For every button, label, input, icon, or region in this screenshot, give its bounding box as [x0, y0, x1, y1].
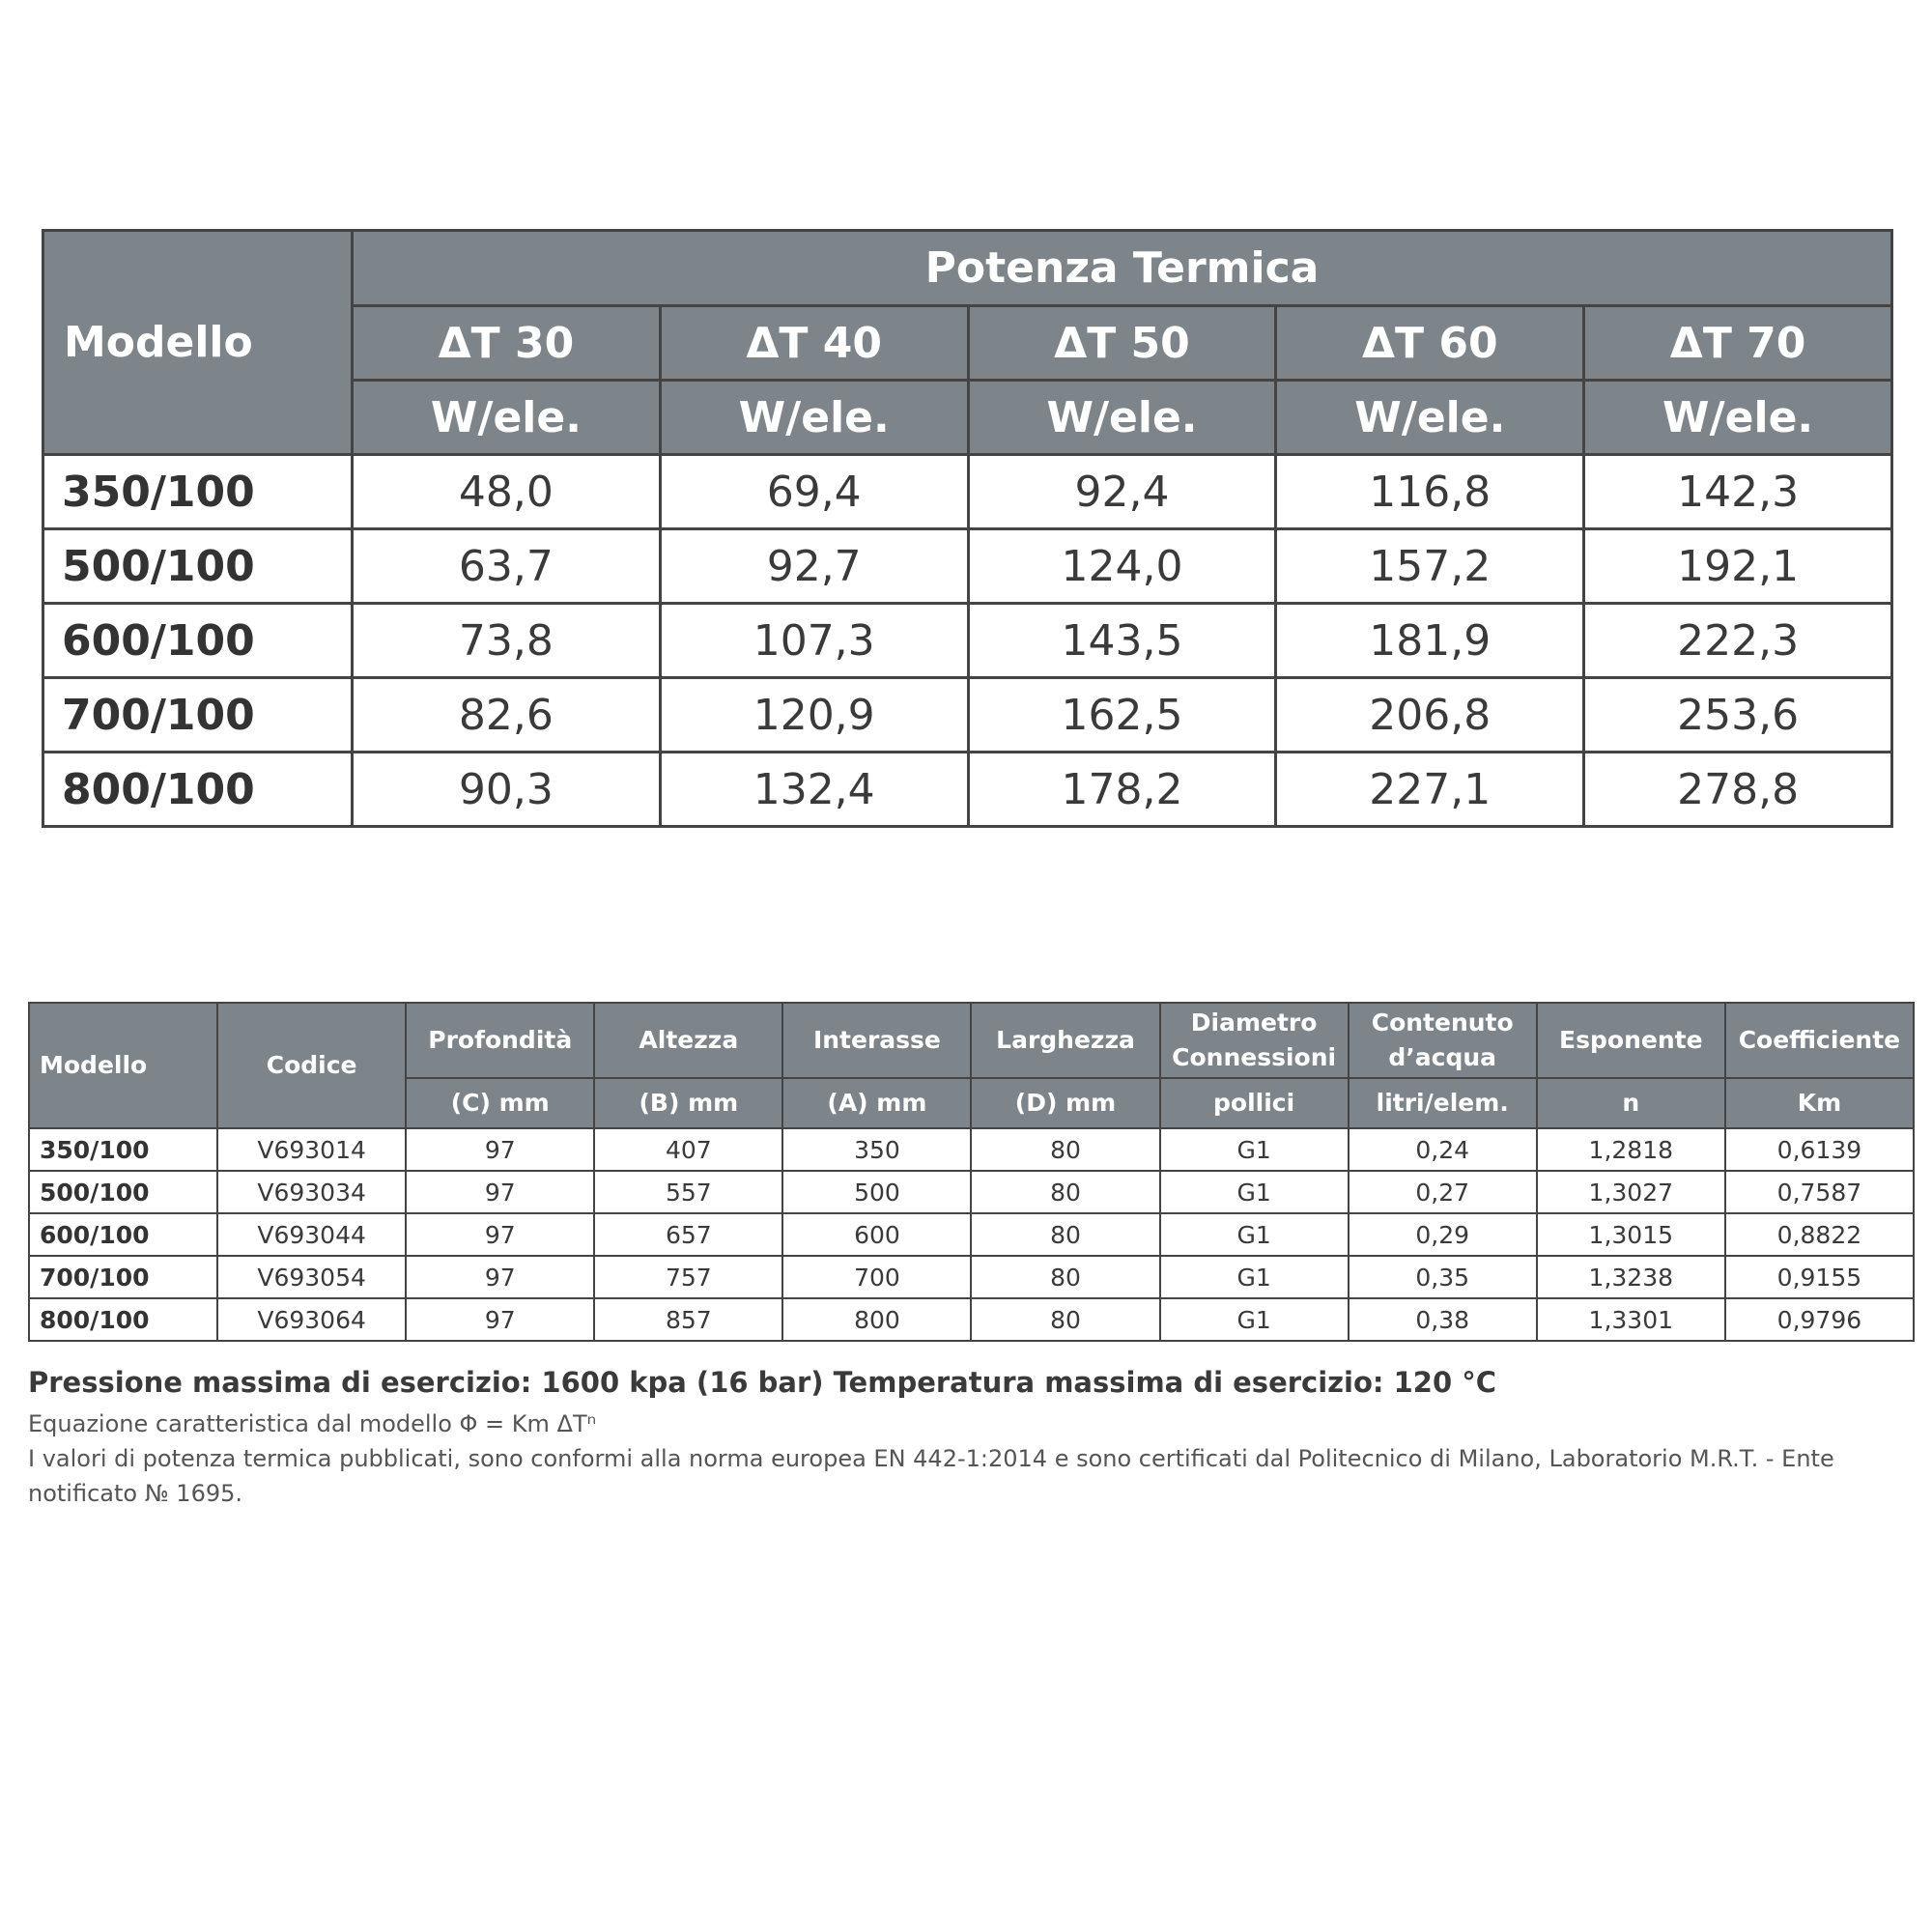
- power-cell: 132,4: [660, 753, 968, 827]
- specifications-table: [28, 1002, 1915, 1342]
- table-row: [43, 455, 1892, 529]
- center-distance-cell: 600: [782, 1213, 971, 1256]
- unit-header: pollici: [1160, 1078, 1349, 1128]
- unit-header: (B) mm: [594, 1078, 782, 1128]
- connection-cell: G1: [1160, 1213, 1349, 1256]
- power-cell: 162,5: [968, 678, 1276, 753]
- depth-cell: 97: [406, 1171, 594, 1213]
- depth-cell: 97: [406, 1256, 594, 1298]
- power-cell: 116,8: [1276, 455, 1584, 529]
- table-row: [29, 1171, 1914, 1213]
- coefficient-cell: 0,6139: [1725, 1128, 1914, 1171]
- code-header: Codice: [217, 1003, 406, 1128]
- height-header: Altezza: [594, 1003, 782, 1078]
- depth-cell: 97: [406, 1128, 594, 1171]
- height-cell: 407: [594, 1128, 782, 1171]
- coefficient-header: Coefficiente: [1725, 1003, 1914, 1078]
- notes-section: [28, 1366, 1921, 1511]
- table-row: [29, 1256, 1914, 1298]
- power-cell: 206,8: [1276, 678, 1584, 753]
- unit-header: W/ele.: [1276, 381, 1584, 455]
- unit-header: W/ele.: [1584, 381, 1892, 455]
- connection-diameter-line1: Diametro: [1190, 1008, 1318, 1037]
- dt-header: ΔT 70: [1584, 306, 1892, 381]
- unit-header: litri/elem.: [1349, 1078, 1537, 1128]
- coefficient-cell: 0,7587: [1725, 1171, 1914, 1213]
- width-cell: 80: [971, 1171, 1159, 1213]
- unit-header: n: [1537, 1078, 1725, 1128]
- dt-header: ΔT 60: [1276, 306, 1584, 381]
- exponent-cell: 1,3027: [1537, 1171, 1725, 1213]
- power-cell: 192,1: [1584, 529, 1892, 604]
- power-cell: 107,3: [660, 604, 968, 678]
- table-row: [29, 1213, 1914, 1256]
- exponent-cell: 1,3015: [1537, 1213, 1725, 1256]
- unit-header: W/ele.: [660, 381, 968, 455]
- table-row: [43, 604, 1892, 678]
- water-content-cell: 0,27: [1349, 1171, 1537, 1213]
- power-cell: 227,1: [1276, 753, 1584, 827]
- power-cell: 82,6: [353, 678, 661, 753]
- unit-header: (C) mm: [406, 1078, 594, 1128]
- water-content-cell: 0,29: [1349, 1213, 1537, 1256]
- model-cell: 800/100: [29, 1298, 217, 1341]
- power-cell: 92,7: [660, 529, 968, 604]
- code-cell: V693044: [217, 1213, 406, 1256]
- exponent-header: Esponente: [1537, 1003, 1725, 1078]
- power-cell: 142,3: [1584, 455, 1892, 529]
- connection-cell: G1: [1160, 1298, 1349, 1341]
- code-cell: V693014: [217, 1128, 406, 1171]
- dt-header: ΔT 30: [353, 306, 661, 381]
- width-cell: 80: [971, 1213, 1159, 1256]
- model-cell: 700/100: [29, 1256, 217, 1298]
- power-cell: 124,0: [968, 529, 1276, 604]
- power-cell: 178,2: [968, 753, 1276, 827]
- coefficient-cell: 0,9796: [1725, 1298, 1914, 1341]
- water-content-line2: d’acqua: [1388, 1043, 1497, 1071]
- model-cell: 700/100: [43, 678, 353, 753]
- width-cell: 80: [971, 1128, 1159, 1171]
- model-cell: 800/100: [43, 753, 353, 827]
- water-content-line1: Contenuto: [1371, 1008, 1514, 1037]
- model-header: Modello: [29, 1003, 217, 1128]
- power-cell: 222,3: [1584, 604, 1892, 678]
- power-cell: 73,8: [353, 604, 661, 678]
- power-cell: 63,7: [353, 529, 661, 604]
- width-cell: 80: [971, 1298, 1159, 1341]
- water-content-cell: 0,35: [1349, 1256, 1537, 1298]
- model-cell: 500/100: [43, 529, 353, 604]
- connection-cell: G1: [1160, 1128, 1349, 1171]
- table-row: [43, 678, 1892, 753]
- model-header: Modello: [43, 231, 353, 455]
- unit-header: W/ele.: [968, 381, 1276, 455]
- width-cell: 80: [971, 1256, 1159, 1298]
- water-content-cell: 0,38: [1349, 1298, 1537, 1341]
- connection-cell: G1: [1160, 1171, 1349, 1213]
- power-title: Potenza Termica: [353, 231, 1892, 306]
- code-cell: V693054: [217, 1256, 406, 1298]
- model-cell: 350/100: [29, 1128, 217, 1171]
- height-cell: 557: [594, 1171, 782, 1213]
- connection-cell: G1: [1160, 1256, 1349, 1298]
- depth-header: Profondità: [406, 1003, 594, 1078]
- power-cell: 143,5: [968, 604, 1276, 678]
- connection-diameter-line2: Connessioni: [1172, 1043, 1337, 1071]
- model-cell: 600/100: [29, 1213, 217, 1256]
- certification-note: I valori di potenza termica pubblicati, sono conformi alla norma europea EN 442-1:2014 e sono certificati dal Politecnico di Milano, Laboratorio M.R.T. - Ente notificato № 1695.: [28, 1445, 1834, 1507]
- model-cell: 500/100: [29, 1171, 217, 1213]
- dt-header: ΔT 40: [660, 306, 968, 381]
- height-cell: 857: [594, 1298, 782, 1341]
- table-row: [29, 1128, 1914, 1171]
- power-cell: 120,9: [660, 678, 968, 753]
- power-cell: 278,8: [1584, 753, 1892, 827]
- power-cell: 92,4: [968, 455, 1276, 529]
- connection-diameter-header: [1160, 1003, 1349, 1078]
- unit-header: (D) mm: [971, 1078, 1159, 1128]
- water-content-cell: 0,24: [1349, 1128, 1537, 1171]
- depth-cell: 97: [406, 1213, 594, 1256]
- model-cell: 600/100: [43, 604, 353, 678]
- table-row: [29, 1298, 1914, 1341]
- code-cell: V693034: [217, 1171, 406, 1213]
- center-distance-header: Interasse: [782, 1003, 971, 1078]
- power-cell: 157,2: [1276, 529, 1584, 604]
- coefficient-cell: 0,9155: [1725, 1256, 1914, 1298]
- depth-cell: 97: [406, 1298, 594, 1341]
- code-cell: V693064: [217, 1298, 406, 1341]
- dt-header: ΔT 50: [968, 306, 1276, 381]
- center-distance-cell: 700: [782, 1256, 971, 1298]
- power-cell: 253,6: [1584, 678, 1892, 753]
- thermal-power-table: [42, 229, 1893, 828]
- power-cell: 69,4: [660, 455, 968, 529]
- unit-header: (A) mm: [782, 1078, 971, 1128]
- center-distance-cell: 800: [782, 1298, 971, 1341]
- model-cell: 350/100: [43, 455, 353, 529]
- water-content-header: [1349, 1003, 1537, 1078]
- exponent-cell: 1,3301: [1537, 1298, 1725, 1341]
- power-cell: 48,0: [353, 455, 661, 529]
- height-cell: 657: [594, 1213, 782, 1256]
- unit-header: W/ele.: [353, 381, 661, 455]
- power-cell: 90,3: [353, 753, 661, 827]
- coefficient-cell: 0,8822: [1725, 1213, 1914, 1256]
- power-cell: 181,9: [1276, 604, 1584, 678]
- center-distance-cell: 500: [782, 1171, 971, 1213]
- width-header: Larghezza: [971, 1003, 1159, 1078]
- center-distance-cell: 350: [782, 1128, 971, 1171]
- unit-header: Km: [1725, 1078, 1914, 1128]
- table-row: [43, 529, 1892, 604]
- pressure-temperature-note: Pressione massima di esercizio: 1600 kpa (16 bar) Temperatura massima di esercizio: 120 °C: [28, 1366, 1497, 1399]
- height-cell: 757: [594, 1256, 782, 1298]
- exponent-cell: 1,2818: [1537, 1128, 1725, 1171]
- table-row: [43, 753, 1892, 827]
- equation-note: Equazione caratteristica dal modello Φ = Km ΔTⁿ: [28, 1410, 597, 1437]
- exponent-cell: 1,3238: [1537, 1256, 1725, 1298]
